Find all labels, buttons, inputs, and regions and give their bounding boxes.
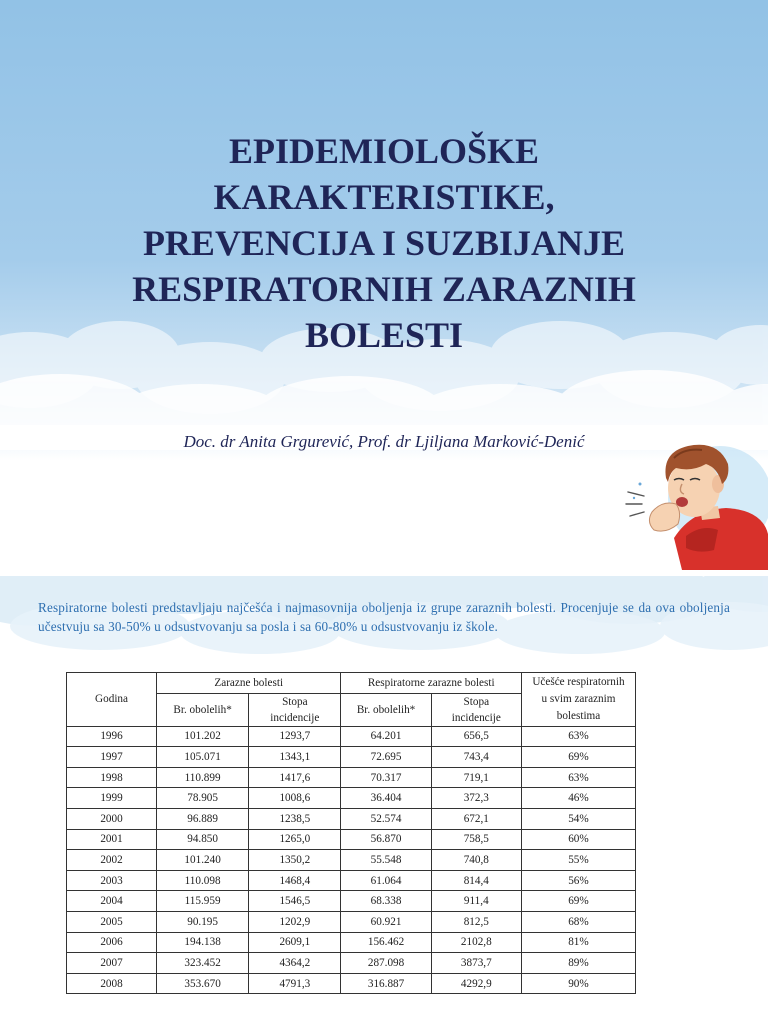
cell-respiratory-rate: 372,3 (431, 788, 521, 809)
header-year: Godina (67, 673, 157, 727)
coughing-boy-illustration (622, 438, 768, 570)
cell-share: 46% (521, 788, 635, 809)
cell-infectious-rate: 2609,1 (249, 932, 341, 953)
header-infectious-cases: Br. obolelih* (157, 693, 249, 726)
cell-share: 89% (521, 953, 635, 974)
cell-respiratory-cases: 68.338 (341, 891, 431, 912)
cell-respiratory-cases: 52.574 (341, 808, 431, 829)
incidence-table (66, 672, 636, 994)
data-slide (0, 576, 768, 1024)
cell-respiratory-cases: 36.404 (341, 788, 431, 809)
cell-year: 2008 (67, 973, 157, 994)
header-respiratory-diseases: Respiratorne zarazne bolesti (341, 673, 521, 694)
header-infectious-rate (249, 693, 341, 726)
cell-respiratory-rate: 4292,9 (431, 973, 521, 994)
cell-respiratory-rate: 743,4 (431, 747, 521, 768)
cell-share: 60% (521, 829, 635, 850)
cell-infectious-rate: 1546,5 (249, 891, 341, 912)
cell-respiratory-cases: 70.317 (341, 767, 431, 788)
cell-respiratory-rate: 740,8 (431, 850, 521, 871)
cell-respiratory-cases: 61.064 (341, 870, 431, 891)
table-row (67, 767, 636, 788)
cell-infectious-cases: 105.071 (157, 747, 249, 768)
cell-infectious-rate: 4791,3 (249, 973, 341, 994)
cell-year: 2003 (67, 870, 157, 891)
header-rate-line: incidencije (451, 711, 501, 724)
header-rate-line: Stopa (463, 695, 490, 708)
table-row (67, 850, 636, 871)
cell-respiratory-cases: 55.548 (341, 850, 431, 871)
cell-infectious-rate: 1293,7 (249, 726, 341, 747)
table-row (67, 932, 636, 953)
cell-infectious-rate: 4364,2 (249, 953, 341, 974)
cell-respiratory-rate: 2102,8 (431, 932, 521, 953)
table-row (67, 747, 636, 768)
cell-infectious-cases: 90.195 (157, 911, 249, 932)
cell-share: 56% (521, 870, 635, 891)
cell-infectious-cases: 115.959 (157, 891, 249, 912)
table-row (67, 829, 636, 850)
cell-year: 1998 (67, 767, 157, 788)
cell-infectious-cases: 323.452 (157, 953, 249, 974)
cell-share: 90% (521, 973, 635, 994)
cell-infectious-cases: 96.889 (157, 808, 249, 829)
cell-year: 1999 (67, 788, 157, 809)
cell-infectious-cases: 110.899 (157, 767, 249, 788)
cell-year: 1996 (67, 726, 157, 747)
cell-infectious-cases: 94.850 (157, 829, 249, 850)
header-respiratory-rate (431, 693, 521, 726)
cell-infectious-cases: 194.138 (157, 932, 249, 953)
table-row (67, 726, 636, 747)
table-row (67, 953, 636, 974)
header-infectious-diseases: Zarazne bolesti (157, 673, 341, 694)
intro-paragraph: Respiratorne bolesti predstavljaju najčešća i najmasovnija oboljenja iz grupe zaraznih bolesti. Procenjuje se da ova oboljenja učestvuju sa 30-50% u odsustvovanju sa posla i sa 60-80% u odsustvovanju iz škole. (38, 600, 730, 634)
cell-share: 63% (521, 726, 635, 747)
table-row (67, 788, 636, 809)
title-line: PREVENCIJA I SUZBIJANJE (142, 223, 626, 263)
header-share-line: u svim zaraznim (541, 692, 616, 705)
title-line: BOLESTI (304, 315, 464, 355)
cell-year: 1997 (67, 747, 157, 768)
cell-infectious-rate: 1468,4 (249, 870, 341, 891)
cell-infectious-rate: 1417,6 (249, 767, 341, 788)
cell-respiratory-cases: 316.887 (341, 973, 431, 994)
cell-infectious-rate: 1265,0 (249, 829, 341, 850)
title-line: EPIDEMIOLOŠKE (228, 131, 540, 171)
cell-respiratory-rate: 758,5 (431, 829, 521, 850)
cell-respiratory-rate: 719,1 (431, 767, 521, 788)
cell-respiratory-cases: 72.695 (341, 747, 431, 768)
header-rate-line: Stopa (282, 695, 308, 708)
cell-infectious-rate: 1343,1 (249, 747, 341, 768)
cell-share: 81% (521, 932, 635, 953)
cell-share: 68% (521, 911, 635, 932)
cell-respiratory-rate: 911,4 (431, 891, 521, 912)
table-row (67, 891, 636, 912)
cell-respiratory-cases: 156.462 (341, 932, 431, 953)
cell-share: 63% (521, 767, 635, 788)
table-row (67, 973, 636, 994)
header-respiratory-cases: Br. obolelih* (341, 693, 431, 726)
cell-respiratory-cases: 56.870 (341, 829, 431, 850)
authors: Doc. dr Anita Grgurević, Prof. dr Ljiljana Marković-Denić (183, 432, 585, 451)
header-rate-line: incidencije (270, 711, 320, 724)
cell-infectious-cases: 101.240 (157, 850, 249, 871)
cell-infectious-cases: 353.670 (157, 973, 249, 994)
cell-share: 69% (521, 747, 635, 768)
header-share-line: Učešće respiratornih (532, 675, 625, 688)
cell-infectious-rate: 1238,5 (249, 808, 341, 829)
cell-share: 54% (521, 808, 635, 829)
cell-year: 2001 (67, 829, 157, 850)
table-row (67, 870, 636, 891)
header-share-line: bolestima (556, 709, 601, 722)
title-line: KARAKTERISTIKE, (213, 177, 555, 217)
table-header-row (67, 673, 636, 694)
cell-infectious-cases: 110.098 (157, 870, 249, 891)
cell-respiratory-cases: 60.921 (341, 911, 431, 932)
cell-respiratory-cases: 64.201 (341, 726, 431, 747)
cell-respiratory-rate: 672,1 (431, 808, 521, 829)
cell-share: 69% (521, 891, 635, 912)
cell-respiratory-rate: 3873,7 (431, 953, 521, 974)
table-body (67, 726, 636, 994)
title-line: RESPIRATORNIH ZARAZNIH (132, 269, 636, 309)
cell-infectious-rate: 1008,6 (249, 788, 341, 809)
cell-year: 2005 (67, 911, 157, 932)
header-respiratory-share (521, 673, 635, 727)
cell-share: 55% (521, 850, 635, 871)
cell-year: 2006 (67, 932, 157, 953)
cell-year: 2002 (67, 850, 157, 871)
cell-year: 2000 (67, 808, 157, 829)
cell-respiratory-rate: 656,5 (431, 726, 521, 747)
cell-year: 2007 (67, 953, 157, 974)
cell-infectious-cases: 78.905 (157, 788, 249, 809)
cell-respiratory-rate: 812,5 (431, 911, 521, 932)
presentation-title (70, 128, 698, 358)
cell-infectious-rate: 1350,2 (249, 850, 341, 871)
cell-respiratory-cases: 287.098 (341, 953, 431, 974)
cell-year: 2004 (67, 891, 157, 912)
table-row (67, 911, 636, 932)
table-row (67, 808, 636, 829)
cell-infectious-cases: 101.202 (157, 726, 249, 747)
cell-infectious-rate: 1202,9 (249, 911, 341, 932)
cell-respiratory-rate: 814,4 (431, 870, 521, 891)
